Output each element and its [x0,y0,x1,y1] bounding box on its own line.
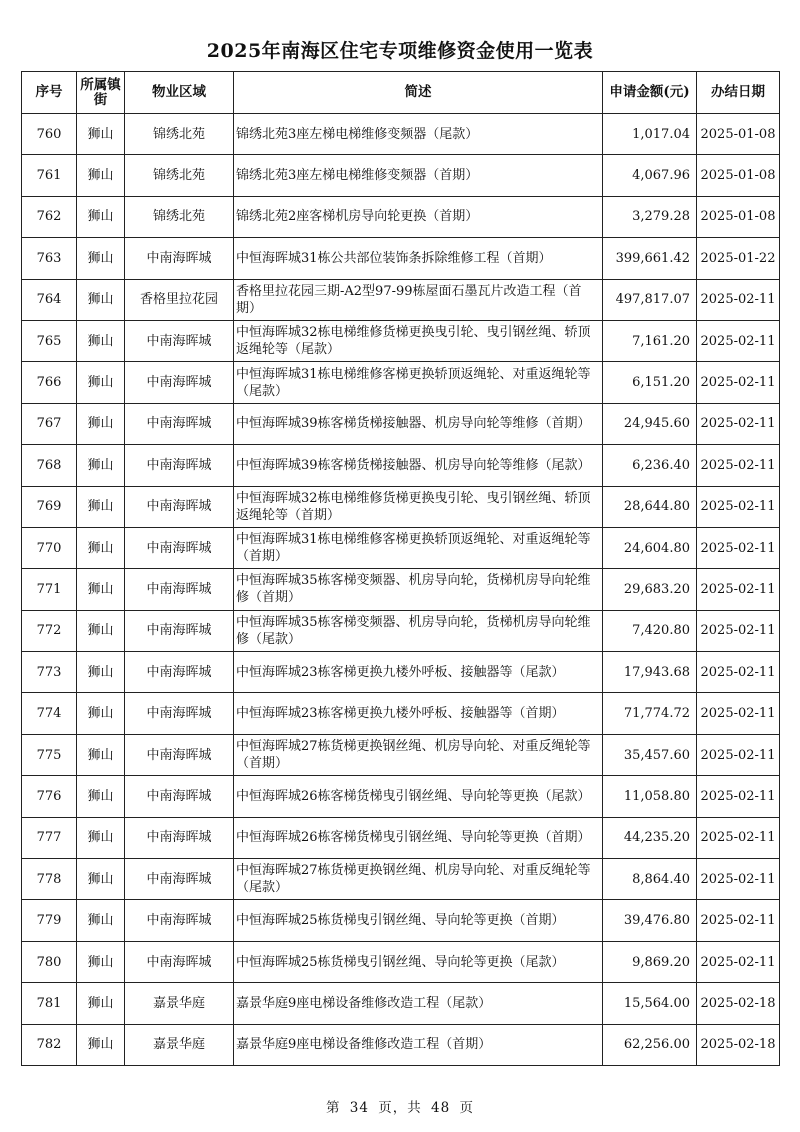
cell-town: 狮山 [77,817,125,858]
cell-date: 2025-02-11 [697,279,780,320]
cell-no: 765 [22,320,77,361]
cell-area: 中南海晖城 [125,900,234,941]
cell-desc: 中恒海晖城26栋客梯货梯曳引钢丝绳、导向轮等更换（首期） [234,817,603,858]
cell-date: 2025-02-11 [697,320,780,361]
cell-amount: 8,864.40 [603,859,697,900]
cell-desc: 中恒海晖城23栋客梯更换九楼外呼板、接触器等（尾款） [234,652,603,693]
cell-amount: 28,644.80 [603,486,697,527]
header-amount: 申请金额(元) [603,72,697,114]
cell-town: 狮山 [77,734,125,775]
cell-desc: 中恒海晖城26栋客梯货梯曳引钢丝绳、导向轮等更换（尾款） [234,776,603,817]
cell-desc: 中恒海晖城35栋客梯变频器、机房导向轮，货梯机房导向轮维修（尾款） [234,610,603,651]
cell-date: 2025-01-08 [697,114,780,155]
cell-date: 2025-02-11 [697,362,780,403]
table-body [22,114,780,1066]
cell-amount: 62,256.00 [603,1024,697,1065]
table-row [22,859,780,900]
cell-town: 狮山 [77,445,125,486]
cell-desc: 中恒海晖城31栋电梯维修客梯更换轿顶返绳轮、对重返绳轮等（首期） [234,527,603,568]
cell-town: 狮山 [77,900,125,941]
table-row [22,196,780,237]
cell-desc: 香格里拉花园三期-A2型97-99栋屋面石墨瓦片改造工程（首期） [234,279,603,320]
cell-no: 777 [22,817,77,858]
cell-amount: 24,945.60 [603,403,697,444]
cell-area: 中南海晖城 [125,238,234,279]
table-row [22,155,780,196]
cell-amount: 11,058.80 [603,776,697,817]
cell-no: 772 [22,610,77,651]
table-row [22,652,780,693]
cell-desc: 中恒海晖城39栋客梯货梯接触器、机房导向轮等维修（尾款） [234,445,603,486]
cell-area: 中南海晖城 [125,859,234,900]
cell-no: 775 [22,734,77,775]
cell-desc: 中恒海晖城39栋客梯货梯接触器、机房导向轮等维修（首期） [234,403,603,444]
cell-town: 狮山 [77,941,125,982]
cell-date: 2025-02-11 [697,817,780,858]
cell-desc: 中恒海晖城35栋客梯变频器、机房导向轮，货梯机房导向轮维修（首期） [234,569,603,610]
cell-date: 2025-02-18 [697,983,780,1024]
cell-no: 764 [22,279,77,320]
cell-no: 773 [22,652,77,693]
cell-town: 狮山 [77,652,125,693]
cell-date: 2025-02-11 [697,941,780,982]
cell-town: 狮山 [77,155,125,196]
page-mid: 页，共 [378,1100,422,1116]
cell-amount: 44,235.20 [603,817,697,858]
table-row [22,238,780,279]
cell-area: 中南海晖城 [125,734,234,775]
cell-area: 中南海晖城 [125,362,234,403]
table-row [22,569,780,610]
cell-amount: 6,151.20 [603,362,697,403]
table-row [22,527,780,568]
table-row [22,941,780,982]
cell-town: 狮山 [77,776,125,817]
cell-area: 中南海晖城 [125,941,234,982]
cell-date: 2025-02-11 [697,859,780,900]
cell-no: 767 [22,403,77,444]
cell-desc: 锦绣北苑3座左梯电梯维修变频器（尾款） [234,114,603,155]
cell-no: 780 [22,941,77,982]
cell-town: 狮山 [77,196,125,237]
cell-amount: 15,564.00 [603,983,697,1024]
page-footer [0,1096,800,1116]
cell-area: 锦绣北苑 [125,114,234,155]
cell-desc: 中恒海晖城31栋公共部位装饰条拆除维修工程（首期） [234,238,603,279]
cell-area: 中南海晖城 [125,610,234,651]
table-row [22,817,780,858]
cell-amount: 39,476.80 [603,900,697,941]
cell-no: 762 [22,196,77,237]
cell-area: 香格里拉花园 [125,279,234,320]
cell-amount: 399,661.42 [603,238,697,279]
cell-town: 狮山 [77,693,125,734]
cell-area: 中南海晖城 [125,776,234,817]
cell-town: 狮山 [77,527,125,568]
cell-no: 771 [22,569,77,610]
table-row [22,320,780,361]
cell-amount: 35,457.60 [603,734,697,775]
page-total: 48 [431,1100,451,1116]
cell-area: 中南海晖城 [125,486,234,527]
cell-desc: 嘉景华庭9座电梯设备维修改造工程（首期） [234,1024,603,1065]
header-no: 序号 [22,72,77,114]
table-header-row [22,72,780,114]
cell-town: 狮山 [77,1024,125,1065]
table-row [22,734,780,775]
page-prefix: 第 [325,1100,341,1116]
cell-desc: 中恒海晖城31栋电梯维修客梯更换轿顶返绳轮、对重返绳轮等（尾款） [234,362,603,403]
cell-desc: 中恒海晖城27栋货梯更换钢丝绳、机房导向轮、对重反绳轮等（首期） [234,734,603,775]
table-row [22,1024,780,1065]
cell-town: 狮山 [77,486,125,527]
cell-date: 2025-02-11 [697,527,780,568]
cell-amount: 3,279.28 [603,196,697,237]
header-area: 物业区域 [125,72,234,114]
header-date: 办结日期 [697,72,780,114]
cell-date: 2025-02-11 [697,734,780,775]
page-current: 34 [349,1100,369,1116]
cell-amount: 24,604.80 [603,527,697,568]
cell-area: 嘉景华庭 [125,983,234,1024]
cell-no: 774 [22,693,77,734]
cell-date: 2025-01-08 [697,155,780,196]
funds-table [21,71,780,1066]
cell-date: 2025-02-11 [697,569,780,610]
table-row [22,114,780,155]
table-row [22,445,780,486]
cell-desc: 中恒海晖城23栋客梯更换九楼外呼板、接触器等（首期） [234,693,603,734]
cell-date: 2025-02-11 [697,445,780,486]
header-town: 所属镇街 [77,72,125,114]
cell-amount: 7,420.80 [603,610,697,651]
cell-desc: 中恒海晖城25栋货梯曳引钢丝绳、导向轮等更换（尾款） [234,941,603,982]
page-suffix: 页 [459,1100,475,1116]
cell-date: 2025-02-18 [697,1024,780,1065]
cell-date: 2025-02-11 [697,486,780,527]
cell-area: 锦绣北苑 [125,155,234,196]
cell-town: 狮山 [77,610,125,651]
cell-town: 狮山 [77,320,125,361]
cell-no: 781 [22,983,77,1024]
cell-date: 2025-02-11 [697,776,780,817]
cell-no: 776 [22,776,77,817]
cell-date: 2025-01-22 [697,238,780,279]
cell-no: 778 [22,859,77,900]
cell-town: 狮山 [77,403,125,444]
cell-amount: 497,817.07 [603,279,697,320]
cell-amount: 9,869.20 [603,941,697,982]
table-row [22,900,780,941]
cell-date: 2025-02-11 [697,403,780,444]
cell-date: 2025-02-11 [697,610,780,651]
table-row [22,610,780,651]
cell-amount: 1,017.04 [603,114,697,155]
cell-no: 763 [22,238,77,279]
cell-town: 狮山 [77,238,125,279]
cell-area: 中南海晖城 [125,569,234,610]
cell-desc: 中恒海晖城25栋货梯曳引钢丝绳、导向轮等更换（首期） [234,900,603,941]
cell-desc: 锦绣北苑2座客梯机房导向轮更换（首期） [234,196,603,237]
cell-town: 狮山 [77,279,125,320]
cell-town: 狮山 [77,983,125,1024]
cell-no: 760 [22,114,77,155]
cell-date: 2025-01-08 [697,196,780,237]
cell-amount: 7,161.20 [603,320,697,361]
cell-no: 779 [22,900,77,941]
cell-area: 中南海晖城 [125,527,234,568]
table-row [22,486,780,527]
cell-no: 782 [22,1024,77,1065]
table-row [22,983,780,1024]
page-title: 2025年南海区住宅专项维修资金使用一览表 [206,40,594,62]
cell-amount: 6,236.40 [603,445,697,486]
cell-no: 770 [22,527,77,568]
cell-no: 761 [22,155,77,196]
cell-date: 2025-02-11 [697,652,780,693]
cell-date: 2025-02-11 [697,900,780,941]
cell-desc: 中恒海晖城32栋电梯维修货梯更换曳引轮、曳引钢丝绳、轿顶返绳轮等（首期） [234,486,603,527]
cell-area: 锦绣北苑 [125,196,234,237]
table-row [22,279,780,320]
cell-no: 766 [22,362,77,403]
cell-area: 嘉景华庭 [125,1024,234,1065]
cell-amount: 4,067.96 [603,155,697,196]
cell-desc: 锦绣北苑3座左梯电梯维修变频器（首期） [234,155,603,196]
cell-area: 中南海晖城 [125,320,234,361]
cell-town: 狮山 [77,859,125,900]
cell-amount: 71,774.72 [603,693,697,734]
cell-no: 769 [22,486,77,527]
cell-amount: 17,943.68 [603,652,697,693]
cell-town: 狮山 [77,569,125,610]
header-desc: 简述 [234,72,603,114]
cell-area: 中南海晖城 [125,817,234,858]
cell-no: 768 [22,445,77,486]
cell-area: 中南海晖城 [125,652,234,693]
table-row [22,776,780,817]
table-row [22,403,780,444]
cell-area: 中南海晖城 [125,445,234,486]
cell-area: 中南海晖城 [125,693,234,734]
table-row [22,362,780,403]
cell-area: 中南海晖城 [125,403,234,444]
cell-desc: 中恒海晖城32栋电梯维修货梯更换曳引轮、曳引钢丝绳、轿顶返绳轮等（尾款） [234,320,603,361]
cell-desc: 嘉景华庭9座电梯设备维修改造工程（尾款） [234,983,603,1024]
cell-date: 2025-02-11 [697,693,780,734]
cell-amount: 29,683.20 [603,569,697,610]
table-row [22,693,780,734]
cell-desc: 中恒海晖城27栋货梯更换钢丝绳、机房导向轮、对重反绳轮等（尾款） [234,859,603,900]
cell-town: 狮山 [77,362,125,403]
cell-town: 狮山 [77,114,125,155]
